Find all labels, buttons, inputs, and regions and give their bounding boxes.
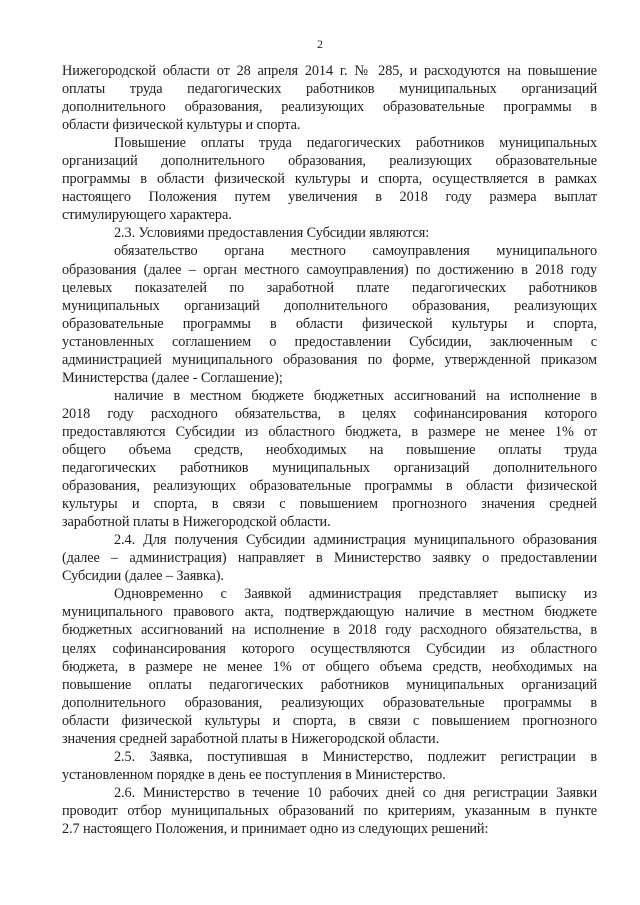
- text-line: настоящего Положения путем увеличения в 2018 году размера выплат: [62, 189, 597, 206]
- text-line: наличие в местном бюджете бюджетных ассигнований на исполнение в: [114, 387, 597, 404]
- text-line: 2.6. Министерство в течение 10 рабочих дней со дня регистрации Заявки: [114, 784, 597, 801]
- text-line: обязательство органа местного самоуправления муниципального: [114, 243, 597, 260]
- text-line: общего объема средств, необходимых на повышение оплаты труда: [62, 441, 597, 458]
- text-line: программы в области физической культуры и спорта, осуществляется в рамках: [62, 171, 597, 188]
- text-line: установленных соглашением о предоставлении Субсидии, заключенным с: [62, 333, 597, 350]
- text-line: области физической культуры и спорта.: [62, 117, 301, 134]
- text-line: установленном порядке в день ее поступления в Министерство.: [62, 766, 446, 783]
- text-line: администрацией муниципального образования по форме, утвержденной приказом: [62, 351, 597, 368]
- text-line: муниципальных организаций дополнительного образования, реализующих: [62, 297, 597, 314]
- text-line: образования (далее – орган местного самоуправления) по достижению в 2018 году: [62, 261, 597, 278]
- text-line: области физической культуры и спорта, в связи с повышением прогнозного: [62, 712, 597, 729]
- text-line: оплаты труда педагогических работников муниципальных организаций: [62, 81, 597, 98]
- text-line: дополнительного образования, реализующих образовательные программы в: [62, 99, 597, 116]
- text-line: 2.4. Для получения Субсидии администрация муниципального образования: [114, 532, 597, 549]
- text-line: культуры и спорта, в связи с повышением прогнозного значения средней: [62, 496, 597, 513]
- text-line: 2.5. Заявка, поступившая в Министерство, подлежит регистрации в: [114, 748, 597, 765]
- text-line: образовательные программы в области физической культуры и спорта,: [62, 315, 597, 332]
- text-line: муниципального правового акта, подтверждающую наличие в местном бюджете: [62, 604, 597, 621]
- text-line: Министерства (далее - Соглашение);: [62, 369, 283, 386]
- text-line: заработной платы в Нижегородской области.: [62, 514, 331, 531]
- text-line: предоставляются Субсидии из областного бюджета, в размере не менее 1% от: [62, 423, 597, 440]
- text-line: значения средней заработной платы в Нижегородской области.: [62, 730, 440, 747]
- text-line: Нижегородской области от 28 апреля 2014 г. № 285, и расходуются на повышение: [62, 63, 597, 79]
- text-line: стимулирующего характера.: [62, 207, 232, 224]
- text-line: педагогических работников муниципальных организаций дополнительного: [62, 460, 597, 477]
- text-line: Субсидии (далее – Заявка).: [62, 568, 224, 585]
- text-line: проводит отбор муниципальных образований по критериям, указанным в пункте: [62, 802, 597, 819]
- text-line: (далее – администрация) направляет в Министерство заявку о предоставлении: [62, 550, 597, 567]
- text-line: Одновременно с Заявкой администрация представляет выписку из: [114, 586, 597, 603]
- text-line: бюджетных ассигнований на исполнение в 2018 году расходного обязательства, в: [62, 622, 597, 639]
- text-line: организаций дополнительного образования, реализующих образовательные: [62, 153, 597, 170]
- text-line: Повышение оплаты труда педагогических работников муниципальных: [114, 135, 597, 152]
- text-line: образования, реализующих образовательные программы в области физической: [62, 478, 597, 495]
- text-line: дополнительного образования, реализующих образовательные программы в: [62, 694, 597, 711]
- text-line: целевых показателей по заработной плате педагогических работников: [62, 279, 597, 296]
- text-line: целях софинансирования которого осуществляются Субсидии из областного: [62, 640, 597, 657]
- text-line: 2.7 настоящего Положения, и принимает одно из следующих решений:: [62, 820, 489, 837]
- document-body: [62, 62, 597, 838]
- text-line: 2018 году расходного обязательства, в целях софинансирования которого: [62, 405, 597, 422]
- page-number: 2: [317, 37, 323, 51]
- text-line: повышение оплаты педагогических работников муниципальных организаций: [62, 676, 597, 693]
- text-line: 2.3. Условиями предоставления Субсидии являются:: [114, 225, 430, 242]
- text-line: бюджета, в размере не менее 1% от общего объема средств, необходимых на: [62, 658, 597, 675]
